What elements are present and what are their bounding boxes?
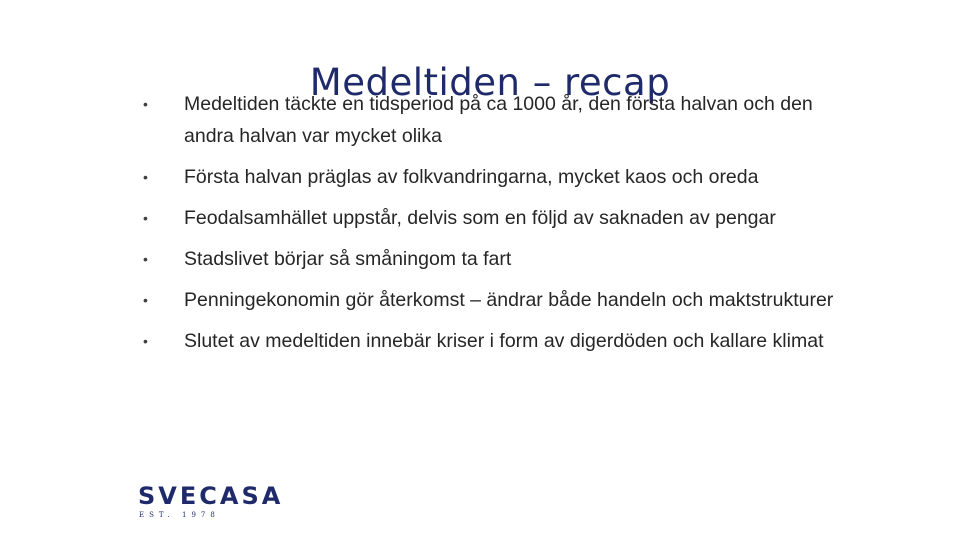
logo-tagline: EST. 1978 <box>139 511 220 519</box>
bullet-text: Första halvan präglas av folkvandringarna, mycket kaos och oreda <box>184 166 759 188</box>
bullet-item <box>140 325 840 357</box>
bullet-text: Medeltiden täckte en tidsperiod på ca 1000 år, den första halvan och den andra halvan var mycket olika <box>184 93 813 147</box>
bullet-marker: • <box>143 210 148 226</box>
bullet-marker: • <box>143 333 148 349</box>
bullet-item <box>140 88 840 152</box>
bullet-list <box>140 88 840 366</box>
bullet-item <box>140 202 840 234</box>
bullet-text: Stadslivet börjar så småningom ta fart <box>184 248 512 270</box>
bullet-marker: • <box>143 292 148 308</box>
slide-title: Medeltiden – recap <box>309 60 671 104</box>
logo-wordmark: SVECASA <box>138 482 284 510</box>
bullet-text: Penningekonomin gör återkomst – ändrar både handeln och maktstrukturer <box>184 289 834 311</box>
bullet-item <box>140 161 840 193</box>
svecasa-logo <box>138 484 298 520</box>
bullet-text: Slutet av medeltiden innebär kriser i form av digerdöden och kallare klimat <box>184 330 824 352</box>
bullet-marker: • <box>143 251 148 267</box>
bullet-item <box>140 243 840 275</box>
bullet-text: Feodalsamhället uppstår, delvis som en följd av saknaden av pengar <box>184 207 776 229</box>
bullet-marker: • <box>143 169 148 185</box>
bullet-marker: • <box>143 96 148 112</box>
bullet-item <box>140 284 840 316</box>
